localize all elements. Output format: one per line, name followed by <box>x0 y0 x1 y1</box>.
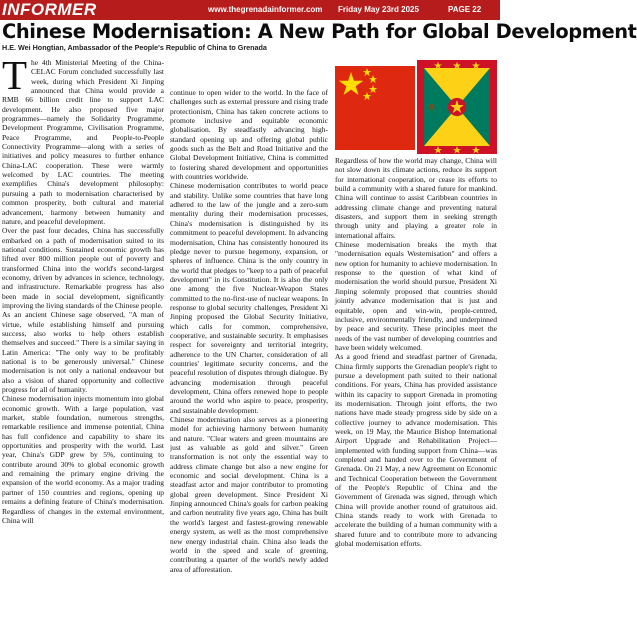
article-byline: H.E. Wei Hongtian, Ambassador of the People's Republic of China to Grenada <box>2 43 267 52</box>
article-headline: Chinese Modernisation: A New Path for Global Development <box>2 20 637 43</box>
paragraph: As an ancient Chinese sage observed, "A man of virtue, while establishing himself and pursuing success, also works to help others establish themselves and succeed." There is a similar saying in Latin America: "The only way to be profitably national is to be generously universal." Chinese modernisation is not only a national endeavour but also a vision of shared opportunity and collective progress for all of humanity. <box>2 310 164 395</box>
masthead-logo: INFORMER <box>2 0 97 19</box>
grenada-flag-icon <box>417 60 497 154</box>
drop-cap: T <box>2 52 28 98</box>
paragraph: continue to open wider to the world. In the face of challenges such as external pressure and rising trade protectionism, China has taken concrete actions to promote inclusive and equitable economic globalisation. By steadfastly advancing high-standard opening up and offering global public goods such as the Belt and Road Initiative and the Global Development Initiative, China is committed to fostering shared development and opportunities with countries worldwide. <box>170 88 328 182</box>
issue-date: Friday May 23rd 2025 <box>338 5 419 14</box>
paragraph: Chinese modernisation contributes to world peace and stability. Unlike some countries that have long adhered to the law of the jungle and a zero-sum mentality during their modernisation processes, China's modernisation is distinguished by its commitment to peaceful development. In advancing modernisation, China has consistently honoured its pledge never to pursue hegemony, expansion, or spheres of influence. China is the only country in the world that pledges to "keep to a path of peaceful development" in its Constitution. It is also the only one among the five Nuclear-Weapon States committed to the no-first-use of nuclear weapons. In response to global security challenges, President Xi Jinping proposed the Global Security Initiative, which calls for common, comprehensive, cooperative, and sustainable security. It emphasises respect for sovereignty and territorial integrity, adherence to the UN Charter, consideration of all countries' legitimate security concerns, and the peaceful resolution of disputes through dialogue. By advancing modernisation through peaceful development, China offers renewed hope to people around the world who aspire to peace, prosperity, and sustainable development. <box>170 181 328 415</box>
paragraph: Chinese modernisation also serves as a pioneering model for achieving harmony between humanity and nature. "Clear waters and green mountains are just as valuable as gold and silver." Green transformation is not only the essential way to address climate change but also a new engine for economic and social development. China is a steadfast actor and major contributor to promoting global green development. Since President Xi Jinping announced China's goals for carbon peaking and carbon neutrality five years ago, China has built the world's largest and fastest-growing renewable energy system, as well as the most comprehensive new energy industrial chain. China also leads the world in the speed and scale of greening, contributing a quarter of the world's newly added area of afforestation. <box>170 415 328 574</box>
china-flag-icon <box>335 66 415 150</box>
website-url[interactable]: www.thegrenadainformer.com <box>208 5 323 14</box>
paragraph: Over the past four decades, China has successfully embarked on a path of modernisation suited to its national conditions. Sustained economic growth has lifted over 800 million people out of poverty and transformed China into the world's second-largest economy, driven by advances in science, technology, and infrastructure. Remarkable progress has also been made in social development, significantly improving the living standards of the Chinese people. <box>2 226 164 310</box>
paragraph: Chinese modernisation breaks the myth that "modernisation equals Westernisation" and offers a new option for humanity to achieve modernisation. In response to the question of what kind of modernisation the world should pursue, President Xi Jinping solemnly proposed that countries should jointly advance modernisation that is just and equitable, open and win-win, people-centred, inclusive, environmentally friendly, and underpinned by peace and security. These principles meet the needs of the vast number of developing countries and have been widely welcomed. <box>335 240 497 352</box>
paragraph: As a good friend and steadfast partner of Grenada, China firmly supports the Grenadian people's right to pursue a development path suited to their national conditions. For years, China has provided assistance within its capacity to support Grenada in promoting its modernisation. Through joint efforts, the two nations have made steady progress side by side on a collective journey to advance modernisation. This week, on 19 May, the Maurice Bishop International Airport Upgrade and Rehabilitation Project—implemented with funding support from China—was completed and handed over to the Government of Grenada. On 21 May, a new Agreement on Economic and Technical Cooperation between the Government of the People's Republic of China and the Government of Grenada was signed, through which China will provide another round of gratuitous aid. China stands ready to work with Grenada to accelerate the building of a human community with a shared future and to contribute more to advancing global modernisation efforts. <box>335 352 497 549</box>
page-number: PAGE 22 <box>448 5 482 14</box>
article-column-1 <box>2 52 164 634</box>
paragraph: Regardless of how the world may change, China will not slow down its climate actions, reduce its support for international cooperation, or cease its efforts to build a community with a shared future for mankind. China will continue to assist Caribbean countries in addressing climate change and preventing natural disasters, and support them in seeking strength through unity and playing a greater role in international affairs. <box>335 156 497 240</box>
paragraph: Chinese modernisation injects momentum into global economic growth. With a large population, vast market, stable foundation, numerous strengths, remarkable resilience and immense potential, China has full confidence and capability to share its opportunities and prosperity with the world. Last year, China's GDP grew by 5%, continuing to contribute around 30% to global economic growth and remaining the primary engine driving the expansion of the world economy. As a major trading partner of 150 countries and regions, opening up remains a defining feature of China's modernisation. Regardless of changes in the external environment, China will <box>2 394 164 525</box>
flags-image <box>335 60 497 154</box>
paragraph: he 4th Ministerial Meeting of the China-CELAC Forum concluded successfully last week, during which President Xi Jinping announced that China would provide a RMB 66 billion credit line to support LAC development. He also proposed five major programmes—namely the Solidarity Programme, Development Programme, Civilisation Programme, Peace Programme, and People-to-People Connectivity Programme—along with a series of initiatives and policy measures to further enhance China-LAC cooperation. These were warmly welcomed by LAC countries. The meeting exemplifies China's development philosophy: pursuing a path to modernisation characterised by common prosperity, both cultural and material advancement, harmony between humanity and nature, and peaceful development. <box>2 58 164 226</box>
article-column-2 <box>170 88 328 634</box>
article-column-3 <box>335 156 497 634</box>
